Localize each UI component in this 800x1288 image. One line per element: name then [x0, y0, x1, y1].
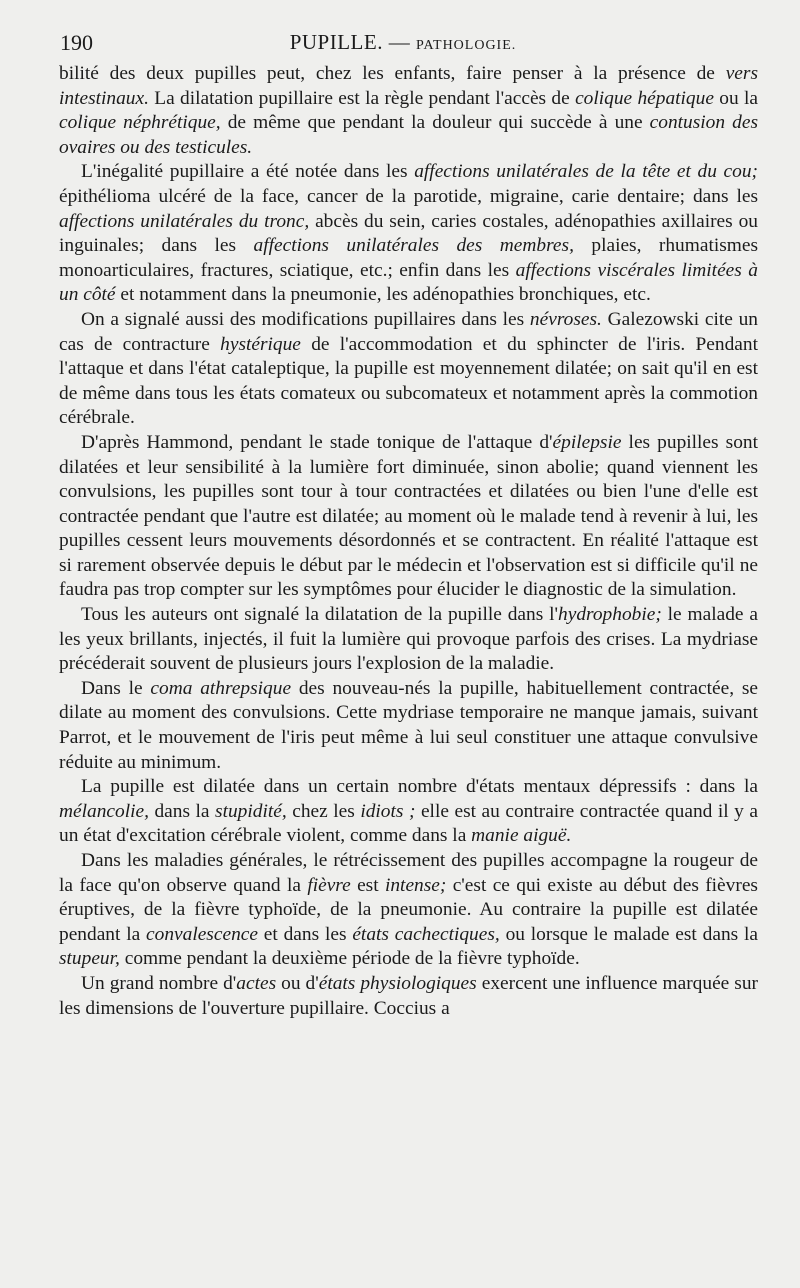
paragraph: Dans le coma athrepsique des nouveau-nés la pupille, habituellement contractée, se dilate au moment des convulsions. Cette mydriase temporaire ne manque jamais, suivant Parrot, et le mouvement de l'iris peut même à lui seul constituer une attaque convulsive réduite au minimum. — [59, 677, 759, 773]
body-text — [59, 62, 758, 1021]
page-number: 190 — [60, 30, 93, 55]
paragraph: Tous les auteurs ont signalé la dilatation de la pupille dans l'hydrophobie; le malade a les yeux brillants, injectés, il fuit la lumière qui provoque parfois des crises. La mydriase précéderait souvent de plusieurs jours l'explosion de la maladie. — [59, 604, 758, 675]
paragraph: L'inégalité pupillaire a été notée dans les affections unilatérales de la tête et du cou; épithélioma ulcéré de la face, cancer de la parotide, migraine, carie dentaire; dans les affections unilatérales du tronc, abcès du sein, caries costales, adénopathies axillaires ou inguinales; dans les affections unilatérales des membres, plaies, rhumatismes monoarticulaires, fractures, sciatique, etc.; enfin dans les affections viscérales limitées à un côté et notamment dans la pneumonie, les adénopathies bronchiques, etc. — [59, 161, 758, 306]
paragraph: La pupille est dilatée dans un certain nombre d'états mentaux dépressifs : dans la mélancolie, dans la stupidité, chez les idiots ; elle est au contraire contractée quand il y a un état d'excitation cérébrale violent, comme dans la manie aiguë. — [59, 776, 758, 847]
title-dash: — — [388, 30, 411, 54]
running-header — [60, 30, 746, 56]
running-title — [60, 30, 746, 55]
paragraph: Dans les maladies générales, le rétrécissement des pupilles accompagne la rougeur de la face qu'on observe quand la fièvre est intense; c'est ce qui existe au début des fièvres éruptives, de la fièvre typhoïde, de la pneumonie. Au contraire la pupille est dilatée pendant la convalescence et dans les états cachectiques, ou lorsque le malade est dans la stupeur, comme pendant la deuxième période de la fièvre typhoïde. — [59, 850, 758, 970]
section-title: PATHOLOGIE. — [415, 38, 517, 53]
paragraph: bilité des deux pupilles peut, chez les enfants, faire penser à la présence de vers intestinaux. La dilatation pupillaire est la règle pendant l'accès de colique hépatique ou la colique néphrétique, de même que pendant la douleur qui succède à une contusion des ovaires ou des testicules. — [59, 63, 758, 158]
paragraph: On a signalé aussi des modifications pupillaires dans les névroses. Galezowski cite un cas de contracture hystérique de l'accommodation et du sphincter de l'iris. Pendant l'attaque et dans l'état cataleptique, la pupille est moyennement dilatée; on sait qu'il en est de même dans tous les états comateux ou subcomateux et notamment après la commotion cérébrale. — [59, 308, 758, 429]
paragraph: D'après Hammond, pendant le stade tonique de l'attaque d'épilepsie les pupilles sont dilatées et leur sensibilité à la lumière fort diminuée, sinon abolie; quand viennent les convulsions, les pupilles sont tour à tour contractées et dilatées ou bien l'une d'elle est contractée pendant que l'autre est dilatée; au moment où le malade tend à revenir à lui, les pupilles cessent leurs mouvements désordonnés et se contractent. En réalité l'attaque est si rarement observée depuis le début par le médecin et l'observation est si difficile qu'il ne faudra pas trop compter sur les symptômes pour élucider le diagnostic de la simulation. — [59, 431, 758, 601]
chapter-title: PUPILLE. — [289, 30, 383, 54]
paragraph: Un grand nombre d'actes ou d'états physiologiques exercent une influence marquée sur les dimensions de l'ouverture pupillaire. Coccius a — [59, 972, 758, 1019]
